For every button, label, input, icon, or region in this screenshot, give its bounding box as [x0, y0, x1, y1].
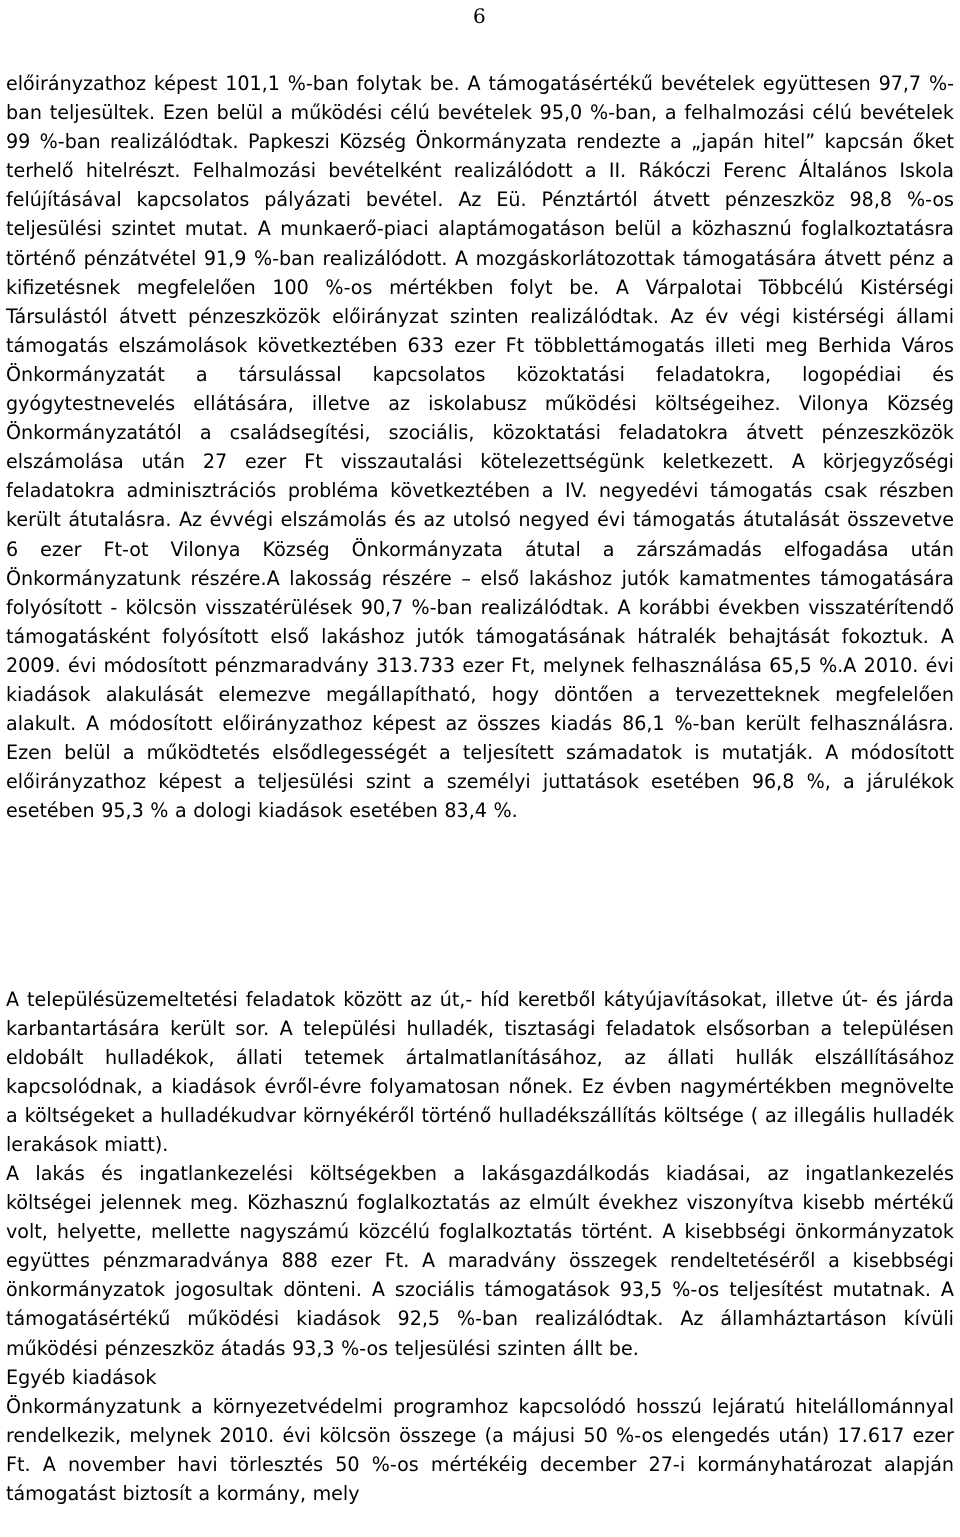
paragraph-revenues-and-expenditures: előirányzathoz képest 101,1 %-ban folytak be. A támogatásértékű bevételek együttesen 97,7 %-ban teljesültek. Ezen belül a működési célú bevételek 95,0 %-ban, a felhalmozási célú bevételek 99 %-ban realizálódtak. Papkeszi Község Önkormányzata rendezte a „japán hitel” kapcsán őket terhelő hitelrészt. Felhalmozási bevételként realizálódott a II. Rákóczi Ferenc Általános Iskola felújításával kapcsolatos pályázati bevétel. Az Eü. Pénztártól átvett pénzeszköz 98,8 %-os teljesülési szintet mutat. A munkaerő-piaci alaptámogatáson belül a közhasznú foglalkoztatásra történő pénzátvétel 91,9 %-ban realizálódott. A mozgáskorlátozottak támogatására átvett pénz a kifizetésnek megfelelően 100 %-os mértékben folyt be. A Várpalotai Többcélú Kistérségi Társulástól átvett pénzeszközök előirányzat szinten realizálódtak. Az év végi kistérségi állami támogatás elszámolások következtében 633 ezer Ft többlettámogatás illeti meg Berhida Város Önkormányzatát a társulással kapcsolatos közoktatási feladatokra, logopédiai és gyógytestnevelés ellátására, illetve az iskolabusz működési költségeihez. Vilonya Község Önkormányzatától a családsegítési, szociális, közoktatási feladatokra átvett pénzeszközök elszámolása után 27 ezer Ft visszautalási kötelezettségünk keletkezett. A körjegyzőségi feladatokra adminisztrációs probléma következtében a IV. negyedévi támogatás csak részben került átutalásra. Az évvégi elszámolás és az utolsó negyed évi támogatás átutalását összevetve 6 ezer Ft-ot Vilonya Község Önkormányzata átutal a zárszámadás elfogadása után Önkormányzatunk részére.A lakosság részére – első lakáshoz jutók kamatmentes támogatására folyósított - kölcsön visszatérülések 90,7 %-ban realizálódtak. A korábbi években visszatérítendő támogatásként folyósított első lakáshoz jutók támogatásának hátralék behajtását fokoztuk. A 2009. évi módosított pénzmaradvány 313.733 ezer Ft, melynek felhasználása 65,5 %.A 2010. évi kiadások alakulását elemezve megállapítható, hogy döntően a tervezetteknek megfelelően alakult. A módosított előirányzathoz képest az összes kiadás 86,1 %-ban került felhasználásra. Ezen belül a működtetés elsődlegességét a teljesített számadatok is mutatják. A módosított előirányzathoz képest a teljesülési szint a személyi juttatások esetében 96,8 %, a járulékok esetében 95,3 % a dologi kiadások esetében 83,4 %.	[6, 72, 954, 823]
section-heading-other-expenses: Egyéb kiadások	[6, 1366, 157, 1389]
paragraph-loan-portfolio: Önkormányzatunk a környezetvédelmi programhoz kapcsolódó hosszú lejáratú hitelállománnyal rendelkezik, melynek 2010. évi kölcsön összege (a májusi 50 %-os elengedés után) 17.617 ezer Ft. A november havi törlesztés 50 %-os mértékéig december 27-i kormányhatározat alapján támogatást biztosít a kormány, mely	[6, 1395, 954, 1506]
paragraph-housing-and-social: A lakás és ingatlankezelési költségekben a lakásgazdálkodás kiadásai, az ingatlankezelés költségei jelennek meg. Közhasznú foglalkoztatás az elmúlt évekhez viszonyítva kisebb mértékű volt, helyette, mellette nagyszámú közcélú foglalkoztatás történt. A kisebbségi önkormányzatok együttes pénzmaradványa 888 ezer Ft. A maradvány összegek rendeltetéséről a kisebbségi önkormányzatok jogosultak dönteni. A szociális támogatások 93,5 %-os teljesítést mutatnak. A támogatásértékű működési kiadások 92,5 %-ban realizálódtak. Az államháztartáson kívüli működési pénzeszköz átadás 93,3 %-os teljesülési szinten állt be.	[6, 1162, 954, 1360]
page-number: 6	[473, 4, 486, 28]
paragraph-municipal-operations: A településüzemeltetési feladatok között az út,- híd keretből kátyújavításokat, illetve út- és járda karbantartására került sor. A települési hulladék, tisztasági feladatok elsősorban a településen eldobált hulladékok, állati tetemek ártalmatlanításához, az állati hullák elszállításához kapcsolódnak, a kiadások évről-évre folyamatosan nőnek. Ez évben nagymértékben megnövelte a költségeket a hulladékudvar környékéről történő hulladékszállítás költsége ( az illegális hulladék lerakások miatt).	[6, 988, 954, 1157]
